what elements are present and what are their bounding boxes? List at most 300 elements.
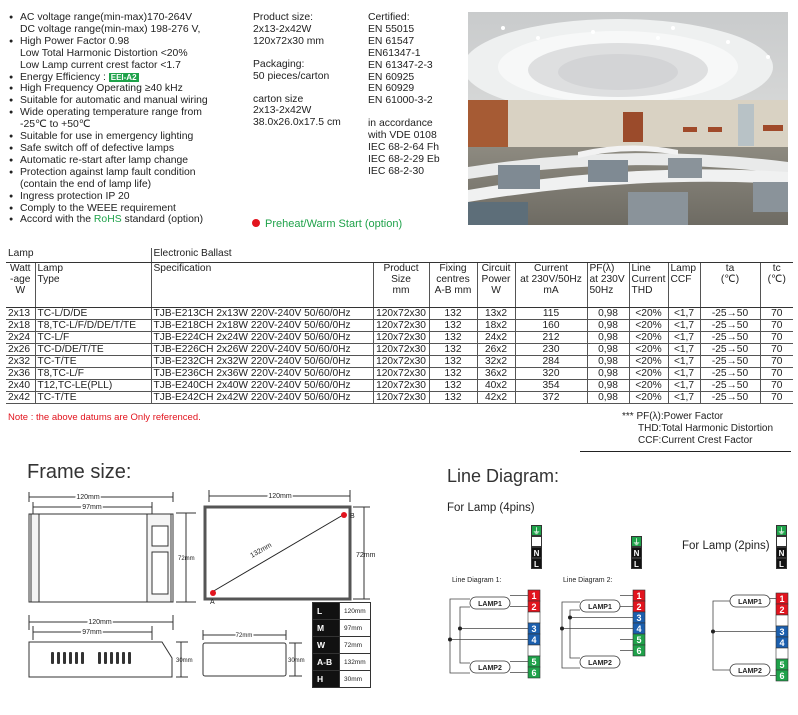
ground-icon: ⏚	[777, 527, 786, 536]
cert-item: EN 60925	[368, 71, 415, 83]
table-cell: -25→50	[700, 332, 760, 344]
table-cell: 0,98	[587, 368, 629, 380]
table-cell: TJB-E218CH 2x18W 220V-240V 50/60/0Hz	[151, 320, 373, 332]
table-cell: -25→50	[700, 368, 760, 380]
feature-item	[6, 203, 251, 215]
preheat-text: Preheat/Warm Start (option)	[265, 218, 403, 230]
table-cell: 120x72x30	[373, 344, 429, 356]
accordance-item: IEC 68-2-29 Eb	[368, 153, 440, 165]
terminal-number: 4	[531, 635, 537, 645]
certified-label: Certified:	[368, 12, 410, 23]
dimension-value: 72mm	[340, 637, 371, 654]
feature-item	[6, 36, 251, 48]
header-line: THD	[631, 285, 653, 296]
junction-dot	[711, 630, 715, 634]
dimension-key: A-B	[313, 654, 340, 671]
terminal-number: 3	[779, 627, 785, 637]
rohs-label: RoHS	[93, 214, 122, 226]
accordance-item: IEC 68-2-64 Fh	[368, 142, 440, 154]
table-cell: 354	[515, 380, 587, 392]
table-cell: 132	[429, 356, 477, 368]
dim-97-side: 97mm	[82, 629, 102, 636]
table-cell: 120x72x30	[373, 368, 429, 380]
terminal-l: L	[631, 558, 642, 569]
column-header	[587, 263, 629, 308]
table-row	[6, 368, 793, 380]
table-cell: <1,7	[668, 368, 700, 380]
diagram3-lamp2-label: LAMP2	[738, 668, 762, 675]
diagram1-lamp1-label: LAMP1	[478, 601, 502, 608]
table-cell: T12,TC-LE(PLL)	[35, 380, 151, 392]
table-row	[6, 356, 793, 368]
dimension-row	[313, 603, 371, 620]
table-cell: 2x36	[6, 368, 35, 380]
table-cell: T8,TC-L/F	[35, 368, 151, 380]
table-cell: 70	[760, 344, 793, 356]
table-cell: 70	[760, 356, 793, 368]
table-cell: 70	[760, 320, 793, 332]
cert-item: EN 55015	[368, 23, 415, 35]
certifications	[368, 12, 468, 178]
table-cell: <1,7	[668, 308, 700, 320]
column-header	[429, 263, 477, 308]
table-cell: 120x72x30	[373, 320, 429, 332]
column-header	[700, 263, 760, 308]
header-line: Type	[37, 274, 60, 285]
terminal-n: N	[776, 547, 787, 558]
table-cell: 0,98	[587, 320, 629, 332]
table-cell: 2x40	[6, 380, 35, 392]
header-line: -age	[10, 274, 31, 285]
dim-72-right: 72mm	[356, 552, 376, 559]
header-line: (℃)	[720, 274, 740, 285]
feature-text: Safe switch off of defective lamps	[20, 142, 175, 154]
dim-30-end: 30mm	[288, 658, 305, 664]
legend-thd: THD:Total Harmonic Distortion	[638, 423, 774, 434]
table-cell: TC-T/TE	[35, 356, 151, 368]
table-cell: 120x72x30	[373, 308, 429, 320]
feature-text: Suitable for automatic and manual wiring	[20, 95, 208, 107]
column-header	[373, 263, 429, 308]
features-list	[6, 12, 251, 226]
terminal-number: 1	[636, 591, 642, 601]
table-cell: 120x72x30	[373, 332, 429, 344]
terminal-l: L	[531, 558, 542, 569]
feature-item	[6, 214, 251, 226]
cert-item: EN 61547	[368, 35, 415, 47]
junction-dot	[458, 627, 462, 631]
product-size-dim: 120x72x30 mm	[253, 35, 325, 47]
table-cell: 115	[515, 308, 587, 320]
header-line: PF(λ)	[589, 263, 615, 274]
table-cell: TJB-E213CH 2x13W 220V-240V 50/60/0Hz	[151, 308, 373, 320]
column-header	[151, 263, 373, 308]
header-line: ta	[725, 263, 735, 274]
line-diagram-title: Line Diagram:	[447, 466, 560, 486]
legend-pf: *** PF(λ):Power Factor	[622, 411, 724, 422]
feature-text: Protection against lamp fault condition	[20, 166, 196, 178]
feature-item	[6, 95, 251, 107]
eei-badge: EEI-A2	[110, 72, 137, 82]
feature-item	[6, 167, 251, 179]
terminal-number: 2	[779, 605, 785, 615]
terminal-n: N	[531, 547, 542, 558]
table-cell: 0,98	[587, 308, 629, 320]
diagram3-blank	[776, 648, 788, 659]
wire	[620, 596, 633, 651]
table-cell: 284	[515, 356, 587, 368]
header-line: Specification	[153, 263, 212, 274]
cert-item: EN 60929	[368, 83, 415, 95]
table-cell: 2x24	[6, 332, 35, 344]
dimension-key: W	[313, 637, 340, 654]
table-cell: <1,7	[668, 332, 700, 344]
header-line: A-B mm	[434, 285, 472, 296]
table-cell: 132	[429, 380, 477, 392]
terminal-number: 5	[779, 660, 785, 670]
table-row	[6, 392, 793, 404]
preheat-option	[252, 218, 402, 230]
column-header	[629, 263, 668, 308]
terminal-number: 6	[531, 668, 537, 678]
feature-subtext: DC voltage range(min-max) 198-276 V,	[20, 23, 201, 35]
column-header	[760, 263, 793, 308]
carton-dim: 38.0x26.0x17.5 cm	[253, 117, 341, 129]
terminal-number: 3	[636, 613, 642, 623]
table-cell: 132	[429, 392, 477, 404]
terminal-number: 6	[779, 671, 785, 681]
dim-120-b: 120mm	[268, 493, 292, 500]
table-cell: 132	[429, 368, 477, 380]
table-cell: 132	[429, 320, 477, 332]
header-line: Circuit	[481, 263, 511, 274]
table-cell: 132	[429, 308, 477, 320]
diagram3-lamp1-label: LAMP1	[738, 599, 762, 606]
header-line: W	[15, 285, 26, 296]
feature-subtext: (contain the end of lamp life)	[20, 178, 152, 190]
terminal-number: 2	[636, 602, 642, 612]
ground-icon: ⏚	[632, 538, 641, 547]
accordance-item: with VDE 0108	[368, 130, 437, 142]
diagram1-blank	[528, 612, 540, 623]
dim-72-left: 72mm	[178, 556, 195, 562]
table-cell: 320	[515, 368, 587, 380]
dim-132: 132mm	[249, 541, 274, 560]
diagram1-blank	[528, 645, 540, 656]
frame-size-title: Frame size:	[27, 461, 132, 483]
cert-item: EN 61000-3-2	[368, 95, 433, 107]
table-cell: 2x32	[6, 356, 35, 368]
dimension-row	[313, 654, 371, 671]
feature-text: AC voltage range(min-max)170-264V	[20, 12, 193, 23]
table-cell: TJB-E242CH 2x42W 220V-240V 50/60/0Hz	[151, 392, 373, 404]
conference-room-photo	[468, 12, 788, 225]
header-line: mA	[543, 285, 559, 296]
cert-item: EN61347-1	[368, 47, 421, 59]
table-cell: 2x42	[6, 392, 35, 404]
feature-subtext: -25℃ to +50℃	[20, 119, 91, 131]
table-cell: TJB-E232CH 2x32W 220V-240V 50/60/0Hz	[151, 356, 373, 368]
header-line: Line	[631, 263, 651, 274]
table-cell: 0,98	[587, 392, 629, 404]
point-b: B	[350, 513, 355, 520]
diagram2-lamp2-label: LAMP2	[588, 660, 612, 667]
red-dot-icon	[252, 219, 260, 227]
table-cell: <1,7	[668, 356, 700, 368]
header-line: Fixing	[439, 263, 467, 274]
header-line: Size	[391, 274, 411, 285]
header-line: Watt	[9, 263, 31, 274]
column-header	[668, 263, 700, 308]
table-cell: TC-T/TE	[35, 392, 151, 404]
line-diagram-2-label: Line Diagram 2:	[563, 577, 613, 584]
table-cell: 0,98	[587, 344, 629, 356]
table-cell: TC-L/F	[35, 332, 151, 344]
table-cell: 70	[760, 368, 793, 380]
header-line: centres	[436, 274, 470, 285]
table-row	[6, 332, 793, 344]
spec-table	[6, 248, 793, 404]
four-pins-label: For Lamp (4pins)	[447, 502, 535, 514]
dim-120-side: 120mm	[88, 619, 112, 626]
feature-item	[6, 155, 251, 167]
dimension-key: M	[313, 620, 340, 637]
terminal-number: 5	[636, 635, 642, 645]
product-info	[253, 12, 363, 129]
junction-dot	[448, 638, 452, 642]
carton-watt: 2x13-2x42W	[253, 105, 312, 117]
dim-120-top: 120mm	[76, 494, 100, 501]
feature-text: Ingress protection IP 20	[20, 190, 130, 202]
dim-72-end: 72mm	[235, 633, 253, 639]
table-cell: <20%	[629, 380, 668, 392]
feature-text: Automatic re-start after lamp change	[20, 154, 189, 166]
table-cell: <1,7	[668, 320, 700, 332]
dimension-row	[313, 620, 371, 637]
terminal-number: 4	[636, 624, 642, 634]
table-cell: 2x18	[6, 320, 35, 332]
point-a-marker	[210, 590, 216, 596]
input-terminal-1	[531, 525, 542, 569]
table-cell: -25→50	[700, 380, 760, 392]
table-cell: -25→50	[700, 344, 760, 356]
table-cell: 120x72x30	[373, 356, 429, 368]
table-cell: 70	[760, 332, 793, 344]
header-line: at 230V/50Hz	[520, 274, 582, 285]
header-line: Lamp	[670, 263, 696, 274]
header-line: Product	[383, 263, 419, 274]
column-header	[477, 263, 515, 308]
group-lamp: Lamp	[6, 248, 151, 263]
dimension-key: H	[313, 671, 340, 688]
accordance-item: in accordance	[368, 118, 433, 130]
feature-item	[6, 131, 251, 143]
table-cell: 132	[429, 332, 477, 344]
dimension-value: 97mm	[340, 620, 371, 637]
input-terminal-2	[631, 536, 642, 569]
table-cell: TJB-E226CH 2x26W 220V-240V 50/60/0Hz	[151, 344, 373, 356]
diagram1-lamp2-label: LAMP2	[478, 665, 502, 672]
dimension-row	[313, 637, 371, 654]
header-line: Current	[534, 263, 568, 274]
wiring-diagrams	[440, 585, 798, 685]
packaging-label: Packaging:	[253, 58, 305, 70]
dim-97-top: 97mm	[82, 504, 102, 511]
table-cell: 13x2	[477, 308, 515, 320]
dimensions-table	[312, 602, 371, 688]
feature-item	[6, 191, 251, 203]
table-cell: TC-D/DE/T/TE	[35, 344, 151, 356]
terminal-l: L	[776, 558, 787, 569]
table-cell: TJB-E240CH 2x40W 220V-240V 50/60/0Hz	[151, 380, 373, 392]
dimension-value: 132mm	[340, 654, 371, 671]
point-a: A	[210, 599, 215, 606]
table-cell: 24x2	[477, 332, 515, 344]
legend-ccf: CCF:Current Crest Factor	[638, 435, 753, 446]
table-cell: -25→50	[700, 308, 760, 320]
table-cell: 70	[760, 380, 793, 392]
junction-dot	[568, 616, 572, 620]
table-cell: <20%	[629, 392, 668, 404]
terminal-number: 5	[531, 657, 537, 667]
feature-item	[6, 83, 251, 95]
table-row	[6, 320, 793, 332]
table-cell: 32x2	[477, 356, 515, 368]
table-cell: 2x13	[6, 308, 35, 320]
table-cell: 42x2	[477, 392, 515, 404]
feature-text: Suitable for use in emergency lighting	[20, 131, 194, 143]
line-diagram-1-label: Line Diagram 1:	[452, 577, 502, 584]
feature-subtext: Low Lamp current crest factor <1.7	[20, 59, 181, 71]
feature-item	[6, 143, 251, 155]
feature-item	[6, 72, 251, 84]
packaging-value: 50 pieces/carton	[253, 70, 330, 82]
table-cell: <20%	[629, 344, 668, 356]
header-line: Power	[481, 274, 511, 285]
table-cell: 0,98	[587, 332, 629, 344]
table-cell: 26x2	[477, 344, 515, 356]
dimension-value: 30mm	[340, 671, 371, 688]
table-cell: 132	[429, 344, 477, 356]
feature-text: High Power Factor 0.98	[20, 35, 130, 47]
table-cell: TC-L/D/DE	[35, 308, 151, 320]
table-cell: <20%	[629, 368, 668, 380]
table-cell: <20%	[629, 308, 668, 320]
table-cell: 120x72x30	[373, 380, 429, 392]
header-line: tc	[772, 263, 781, 274]
table-cell: 372	[515, 392, 587, 404]
table-cell: <20%	[629, 356, 668, 368]
header-line: W	[491, 285, 501, 296]
table-cell: 120x72x30	[373, 392, 429, 404]
terminal-number: 6	[636, 646, 642, 656]
terminal-number: 4	[779, 638, 785, 648]
product-size-watt: 2x13-2x42W	[253, 23, 312, 35]
input-terminal-3	[776, 525, 787, 569]
terminal-number: 2	[531, 602, 537, 612]
column-header	[515, 263, 587, 308]
column-header	[6, 263, 35, 308]
divider	[580, 451, 791, 452]
table-cell: 0,98	[587, 356, 629, 368]
table-cell: -25→50	[700, 320, 760, 332]
accordance-item: IEC 68-2-30	[368, 165, 425, 177]
terminal-number: 3	[531, 624, 537, 634]
dimension-key: L	[313, 603, 340, 620]
feature-text-after: standard (option)	[121, 214, 204, 226]
table-cell: -25→50	[700, 356, 760, 368]
table-row	[6, 308, 793, 320]
table-cell: 212	[515, 332, 587, 344]
header-line: 50Hz	[589, 285, 614, 296]
table-cell: 70	[760, 392, 793, 404]
feature-text: Energy Efficiency :	[20, 71, 109, 83]
table-cell: <1,7	[668, 392, 700, 404]
table-row	[6, 344, 793, 356]
header-line: Current	[631, 274, 666, 285]
wire	[510, 596, 528, 673]
terminal-number: 1	[531, 591, 537, 601]
junction-dot	[560, 627, 564, 631]
table-cell: <1,7	[668, 380, 700, 392]
header-line: CCF	[670, 274, 692, 285]
header-line: mm	[392, 285, 410, 296]
table-cell: 36x2	[477, 368, 515, 380]
feature-text: Wide operating temperature range from	[20, 107, 202, 119]
dimension-row	[313, 671, 371, 688]
feature-text: Comply to the WEEE requirement	[20, 202, 176, 214]
group-electronic-ballast: Electronic Ballast	[151, 248, 793, 263]
table-cell: <1,7	[668, 344, 700, 356]
table-cell: 230	[515, 344, 587, 356]
two-pins-label: For Lamp (2pins)	[682, 540, 770, 552]
table-cell: TJB-E236CH 2x36W 220V-240V 50/60/0Hz	[151, 368, 373, 380]
table-row	[6, 380, 793, 392]
column-header	[35, 263, 151, 308]
cert-item: EN 61347-2-3	[368, 59, 433, 71]
header-line: at 230V	[589, 274, 625, 285]
terminal-number: 1	[779, 594, 785, 604]
table-cell: 18x2	[477, 320, 515, 332]
table-cell: 160	[515, 320, 587, 332]
header-line: Lamp	[37, 263, 63, 274]
table-cell: T8,TC-L/F/D/DE/T/TE	[35, 320, 151, 332]
table-cell: 70	[760, 308, 793, 320]
table-cell: 0,98	[587, 380, 629, 392]
feature-subtext: Low Total Harmonic Distortion <20%	[20, 47, 188, 59]
dim-30-side: 30mm	[176, 658, 193, 664]
ground-icon: ⏚	[532, 527, 541, 536]
diagram3-blank	[776, 615, 788, 626]
table-cell: 40x2	[477, 380, 515, 392]
abbreviation-legend	[622, 411, 773, 447]
reference-note: Note : the above datums are Only referenced.	[8, 412, 201, 423]
table-cell: 2x26	[6, 344, 35, 356]
table-cell: <20%	[629, 332, 668, 344]
header-line: (℃)	[767, 274, 786, 285]
table-cell: TJB-E224CH 2x24W 220V-240V 50/60/0Hz	[151, 332, 373, 344]
table-cell: <20%	[629, 320, 668, 332]
dimension-value: 120mm	[340, 603, 371, 620]
product-size-label: Product size:	[253, 12, 314, 23]
feature-item	[6, 107, 251, 119]
carton-label: carton size	[253, 93, 304, 105]
table-cell: -25→50	[700, 392, 760, 404]
diagram2-lamp1-label: LAMP1	[588, 604, 612, 611]
feature-item	[6, 12, 251, 24]
point-b-marker	[341, 512, 347, 518]
terminal-n: N	[631, 547, 642, 558]
